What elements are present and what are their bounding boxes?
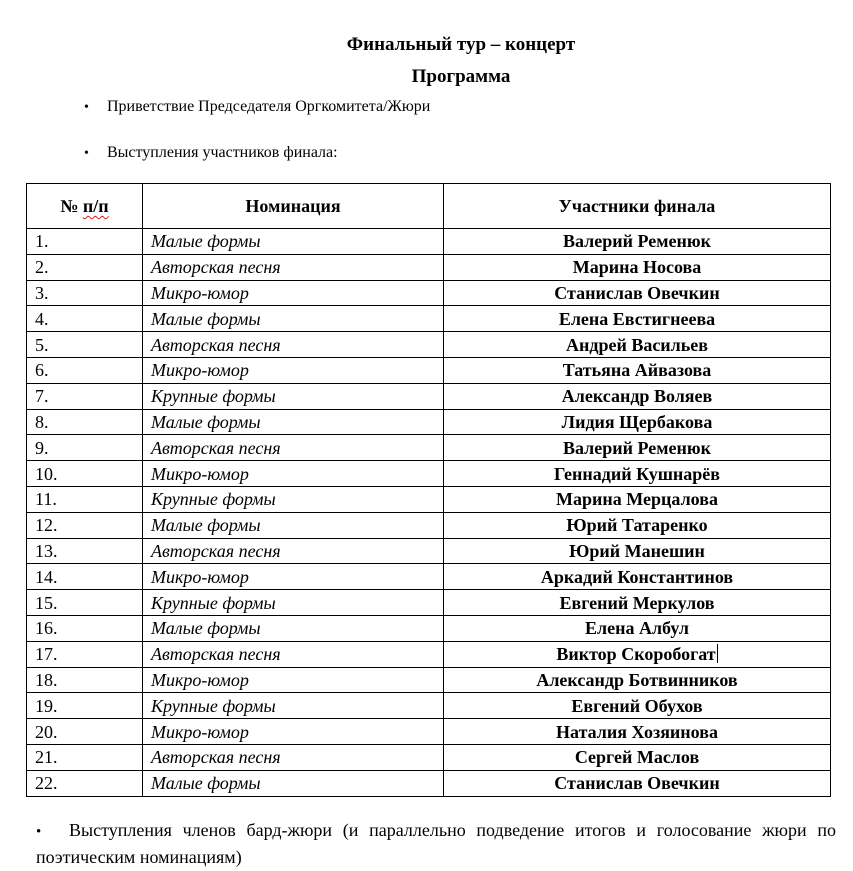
row-number: 11. <box>27 486 143 512</box>
table-row <box>27 667 831 693</box>
table-row <box>27 641 831 667</box>
row-nomination: Крупные формы <box>143 383 444 409</box>
table-row <box>27 229 831 255</box>
row-nomination: Крупные формы <box>143 693 444 719</box>
row-participant-cell[interactable] <box>444 564 831 590</box>
text-cursor <box>717 644 718 663</box>
row-participant-cell[interactable] <box>444 357 831 383</box>
row-nomination: Малые формы <box>143 770 444 796</box>
header-nomination: Номинация <box>143 184 444 229</box>
row-participant-cell[interactable] <box>444 486 831 512</box>
row-nomination: Авторская песня <box>143 332 444 358</box>
row-number: 16. <box>27 615 143 641</box>
row-number: 22. <box>27 770 143 796</box>
bullet-icon: • <box>84 146 89 161</box>
row-number: 6. <box>27 357 143 383</box>
row-number: 10. <box>27 461 143 487</box>
row-nomination: Малые формы <box>143 615 444 641</box>
document-subtitle: Программа <box>411 66 511 87</box>
row-number: 15. <box>27 590 143 616</box>
table-row <box>27 512 831 538</box>
row-number: 14. <box>27 564 143 590</box>
table-row <box>27 254 831 280</box>
header-number <box>27 184 143 229</box>
header-participants: Участники финала <box>444 184 831 229</box>
row-number: 7. <box>27 383 143 409</box>
row-participant-cell[interactable] <box>444 280 831 306</box>
row-participant-cell[interactable] <box>444 667 831 693</box>
row-participant-cell[interactable] <box>444 538 831 564</box>
table-header-row <box>27 184 831 229</box>
row-number: 12. <box>27 512 143 538</box>
row-participant-cell[interactable] <box>444 332 831 358</box>
document-title: Финальный тур – концерт <box>346 34 576 55</box>
table-row <box>27 744 831 770</box>
row-number: 4. <box>27 306 143 332</box>
row-nomination: Микро-юмор <box>143 719 444 745</box>
row-participant-cell[interactable] <box>444 306 831 332</box>
row-number: 3. <box>27 280 143 306</box>
row-participant: Елена Евстигнеева <box>558 308 716 329</box>
row-participant: Елена Албул <box>584 618 690 639</box>
row-nomination: Авторская песня <box>143 254 444 280</box>
program-table <box>26 183 831 797</box>
table-row <box>27 383 831 409</box>
table-row <box>27 538 831 564</box>
row-number: 20. <box>27 719 143 745</box>
row-nomination: Микро-юмор <box>143 280 444 306</box>
row-number: 21. <box>27 744 143 770</box>
table-row <box>27 486 831 512</box>
row-participant: Лидия Щербакова <box>561 411 713 432</box>
row-participant-cell[interactable] <box>444 744 831 770</box>
table-row <box>27 719 831 745</box>
row-number: 13. <box>27 538 143 564</box>
row-nomination: Крупные формы <box>143 590 444 616</box>
row-nomination: Малые формы <box>143 306 444 332</box>
row-number: 5. <box>27 332 143 358</box>
row-nomination: Авторская песня <box>143 538 444 564</box>
row-number: 1. <box>27 229 143 255</box>
bullet-icon: • <box>84 100 89 115</box>
header-number-prefix: № <box>60 196 83 216</box>
row-nomination: Малые формы <box>143 512 444 538</box>
row-number: 18. <box>27 667 143 693</box>
row-participant: Александр Воляев <box>561 386 713 407</box>
bullet-text: Выступления участников финала: <box>107 144 338 161</box>
row-participant-cell[interactable] <box>444 461 831 487</box>
row-participant: Станислав Овечкин <box>554 282 720 303</box>
row-participant: Сергей Маслов <box>574 747 700 768</box>
row-participant-cell[interactable] <box>444 590 831 616</box>
row-participant-cell[interactable] <box>444 435 831 461</box>
row-participant: Станислав Овечкин <box>554 773 720 794</box>
row-nomination: Микро-юмор <box>143 667 444 693</box>
table-row <box>27 564 831 590</box>
row-nomination: Малые формы <box>143 229 444 255</box>
row-participant-cell[interactable] <box>444 383 831 409</box>
table-row <box>27 280 831 306</box>
final-paragraph-text: Выступления членов бард-жюри (и параллельно подведение итогов и голосование жюри по поэтическим номинациям) <box>36 820 836 867</box>
row-participant-cell[interactable] <box>444 409 831 435</box>
table-row <box>27 770 831 796</box>
row-participant: Юрий Татаренко <box>566 515 708 536</box>
header-number-underlined: п/п <box>82 196 109 216</box>
row-nomination: Крупные формы <box>143 486 444 512</box>
bullet-item-performances <box>84 143 338 164</box>
row-number: 2. <box>27 254 143 280</box>
table-row <box>27 590 831 616</box>
row-participant: Евгений Обухов <box>571 695 703 716</box>
row-participant: Александр Ботвинников <box>536 669 738 690</box>
row-nomination: Микро-юмор <box>143 357 444 383</box>
row-participant: Аркадий Константинов <box>540 566 734 587</box>
row-participant-cell[interactable] <box>444 770 831 796</box>
row-nomination: Микро-юмор <box>143 564 444 590</box>
table-row <box>27 461 831 487</box>
final-bullet-paragraph <box>36 818 836 870</box>
row-participant: Андрей Васильев <box>565 334 709 355</box>
row-participant-cell[interactable] <box>444 641 831 667</box>
row-number: 8. <box>27 409 143 435</box>
table-row <box>27 357 831 383</box>
row-nomination: Авторская песня <box>143 435 444 461</box>
row-participant: Наталия Хозяинова <box>556 721 718 742</box>
row-participant-cell[interactable] <box>444 615 831 641</box>
row-participant: Марина Мерцалова <box>556 489 718 510</box>
row-nomination: Малые формы <box>143 409 444 435</box>
row-participant-cell[interactable] <box>444 512 831 538</box>
row-number: 17. <box>27 641 143 667</box>
row-number: 19. <box>27 693 143 719</box>
row-participant: Юрий Манешин <box>569 540 705 561</box>
row-nomination: Авторская песня <box>143 641 444 667</box>
bullet-icon: • <box>36 824 42 840</box>
row-participant: Виктор Скоробогат <box>556 644 716 665</box>
row-participant-cell[interactable] <box>444 693 831 719</box>
table-row <box>27 693 831 719</box>
table-row <box>27 409 831 435</box>
row-nomination: Микро-юмор <box>143 461 444 487</box>
row-participant: Марина Носова <box>572 257 702 278</box>
table-row <box>27 332 831 358</box>
row-participant: Геннадий Кушнарёв <box>553 463 721 484</box>
table-row <box>27 615 831 641</box>
bullet-item-greeting <box>84 97 430 118</box>
row-participant-cell[interactable] <box>444 229 831 255</box>
row-participant-cell[interactable] <box>444 719 831 745</box>
row-participant: Евгений Меркулов <box>559 592 715 613</box>
row-participant: Валерий Ременюк <box>563 437 711 458</box>
row-number: 9. <box>27 435 143 461</box>
row-participant: Татьяна Айвазова <box>562 360 712 381</box>
bullet-text: Приветствие Председателя Оргкомитета/Жюри <box>107 98 431 115</box>
row-participant: Валерий Ременюк <box>563 231 711 252</box>
table-row <box>27 306 831 332</box>
table-row <box>27 435 831 461</box>
row-nomination: Авторская песня <box>143 744 444 770</box>
row-participant-cell[interactable] <box>444 254 831 280</box>
